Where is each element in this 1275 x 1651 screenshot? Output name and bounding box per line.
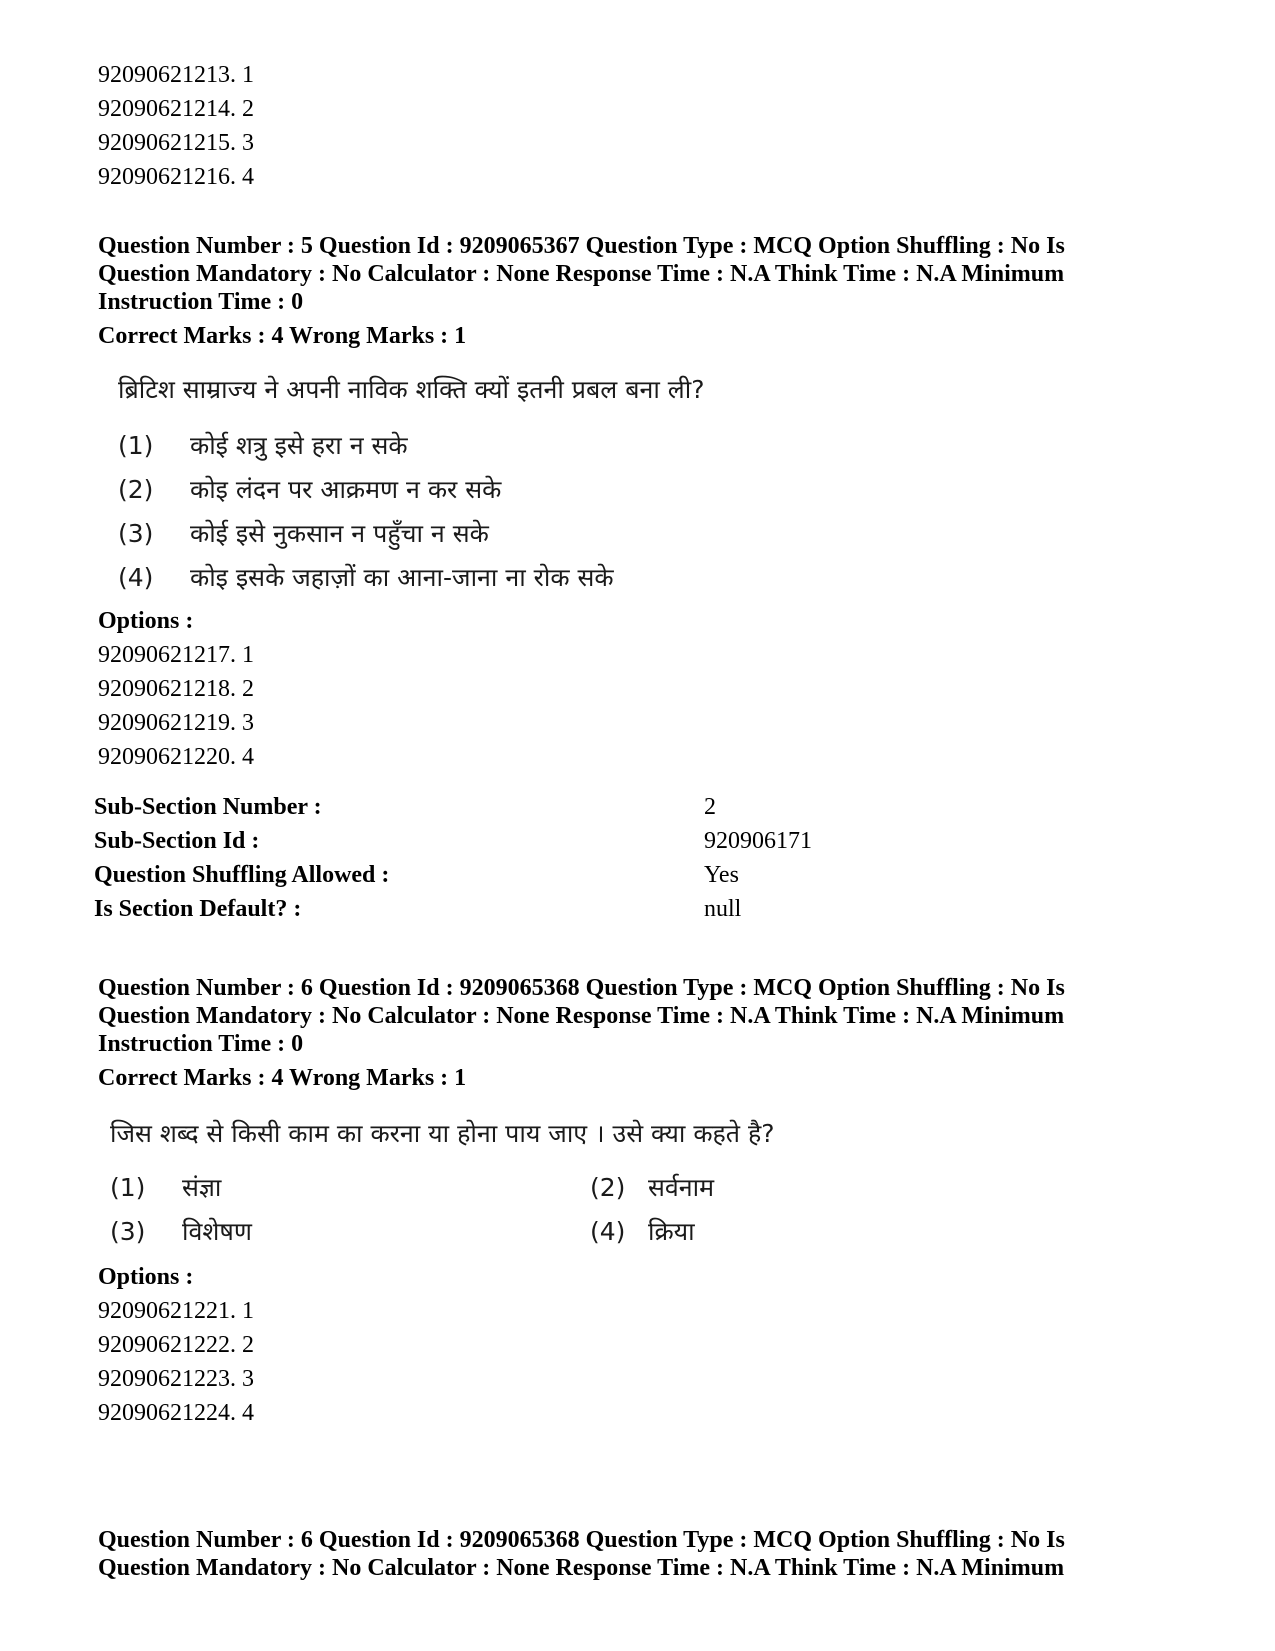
subsection-key: Question Shuffling Allowed : bbox=[94, 862, 390, 888]
option-id-line: 92090621220. 4 bbox=[98, 744, 254, 770]
q5-choice-2-text: कोइ लंदन पर आक्रमण न कर सके bbox=[190, 475, 502, 504]
subsection-key: Sub-Section Id : bbox=[94, 828, 260, 854]
subsection-row bbox=[94, 790, 812, 824]
q5-choice-3 bbox=[118, 512, 818, 556]
q6-choice-2-text: सर्वनाम bbox=[648, 1173, 715, 1202]
q6-choice-3-number: (3) bbox=[110, 1217, 146, 1246]
q5-choice-1-number: (1) bbox=[118, 431, 154, 460]
q6-meta-line1: Question Number : 6 Question Id : 9209065368 Question Type : MCQ Option Shuffling : No Is bbox=[98, 975, 1065, 1001]
q5-choice-4-text: कोइ इसके जहाज़ों का आना-जाना ना रोक सके bbox=[190, 563, 614, 592]
subsection-value: 2 bbox=[704, 794, 716, 820]
q5-options-label: Options : bbox=[98, 608, 194, 634]
q5-choice-2-number: (2) bbox=[118, 475, 154, 504]
option-id-line: 92090621213. 1 bbox=[98, 62, 254, 88]
q5-meta-line2: Question Mandatory : No Calculator : None Response Time : N.A Think Time : N.A Minimum bbox=[98, 261, 1065, 287]
q6-choices-grid bbox=[110, 1166, 870, 1266]
option-id-line: 92090621219. 3 bbox=[98, 710, 254, 736]
option-id-line: 92090621215. 3 bbox=[98, 130, 254, 156]
q5-marks: Correct Marks : 4 Wrong Marks : 1 bbox=[98, 323, 467, 349]
q5-meta bbox=[98, 232, 1098, 316]
q5-options bbox=[98, 604, 1178, 774]
option-id-line: 92090621223. 3 bbox=[98, 1366, 254, 1392]
subsection-row bbox=[94, 892, 812, 926]
q6-meta bbox=[98, 974, 1098, 1058]
subsection-value: null bbox=[704, 896, 742, 922]
q5-choice-1-text: कोई शत्रु इसे हरा न सके bbox=[190, 431, 408, 460]
q6-choice-2-number: (2) bbox=[590, 1173, 626, 1202]
q6-options-label: Options : bbox=[98, 1264, 194, 1290]
q6-marks: Correct Marks : 4 Wrong Marks : 1 bbox=[98, 1065, 467, 1091]
q5-choice-4-number: (4) bbox=[118, 563, 154, 592]
q6-choice-1 bbox=[110, 1166, 221, 1210]
q6-meta-line3: Instruction Time : 0 bbox=[98, 1031, 304, 1057]
subsection-key: Sub-Section Number : bbox=[94, 794, 322, 820]
subsection-row bbox=[94, 858, 812, 892]
q6-repeat-meta-line2: Question Mandatory : No Calculator : None Response Time : N.A Think Time : N.A Minimum bbox=[98, 1555, 1065, 1581]
q6-choice-1-number: (1) bbox=[110, 1173, 146, 1202]
q6-repeat-meta bbox=[98, 1526, 1098, 1582]
q5-meta-line1: Question Number : 5 Question Id : 9209065367 Question Type : MCQ Option Shuffling : No Is bbox=[98, 233, 1065, 259]
q5-choice-3-text: कोई इसे नुकसान न पहुँचा न सके bbox=[190, 519, 489, 548]
option-id-line: 92090621218. 2 bbox=[98, 676, 254, 702]
q6-options bbox=[98, 1260, 1178, 1430]
option-id-line: 92090621221. 1 bbox=[98, 1298, 254, 1324]
q6-question-image bbox=[110, 1114, 870, 1266]
q6-choice-4 bbox=[590, 1210, 695, 1254]
option-id-line: 92090621216. 4 bbox=[98, 164, 254, 190]
option-id-line: 92090621214. 2 bbox=[98, 96, 254, 122]
q5-choice-1 bbox=[118, 424, 818, 468]
q6-choice-2 bbox=[590, 1166, 714, 1210]
q6-meta-line2: Question Mandatory : No Calculator : None Response Time : N.A Think Time : N.A Minimum bbox=[98, 1003, 1065, 1029]
q6-choice-4-text: क्रिया bbox=[648, 1217, 695, 1246]
q6-choice-1-text: संज्ञा bbox=[182, 1173, 222, 1202]
q6-choice-3 bbox=[110, 1210, 252, 1254]
q5-question-image bbox=[118, 370, 818, 600]
q5-question-text: ब्रिटिश साम्राज्य ने अपनी नाविक शक्ति क्यों इतनी प्रबल बना ली? bbox=[118, 375, 705, 404]
option-id-line: 92090621224. 4 bbox=[98, 1400, 254, 1426]
q6-repeat-meta-line1: Question Number : 6 Question Id : 9209065368 Question Type : MCQ Option Shuffling : No Is bbox=[98, 1527, 1065, 1553]
q5-choice-2 bbox=[118, 468, 818, 512]
option-id-line: 92090621217. 1 bbox=[98, 642, 254, 668]
previous-options-list bbox=[98, 58, 1178, 194]
subsection-info-table bbox=[94, 790, 812, 926]
q6-question-text: जिस शब्द से किसी काम का करना या होना पाय जाए । उसे क्या कहते है? bbox=[110, 1119, 775, 1148]
option-id-line: 92090621222. 2 bbox=[98, 1332, 254, 1358]
q6-choice-3-text: विशेषण bbox=[182, 1217, 252, 1246]
subsection-key: Is Section Default? : bbox=[94, 896, 302, 922]
subsection-row bbox=[94, 824, 812, 858]
q5-choice-3-number: (3) bbox=[118, 519, 154, 548]
subsection-value: Yes bbox=[704, 862, 739, 888]
q5-choice-4 bbox=[118, 556, 818, 600]
q6-choice-4-number: (4) bbox=[590, 1217, 626, 1246]
subsection-value: 920906171 bbox=[704, 828, 812, 854]
q5-meta-line3: Instruction Time : 0 bbox=[98, 289, 304, 315]
